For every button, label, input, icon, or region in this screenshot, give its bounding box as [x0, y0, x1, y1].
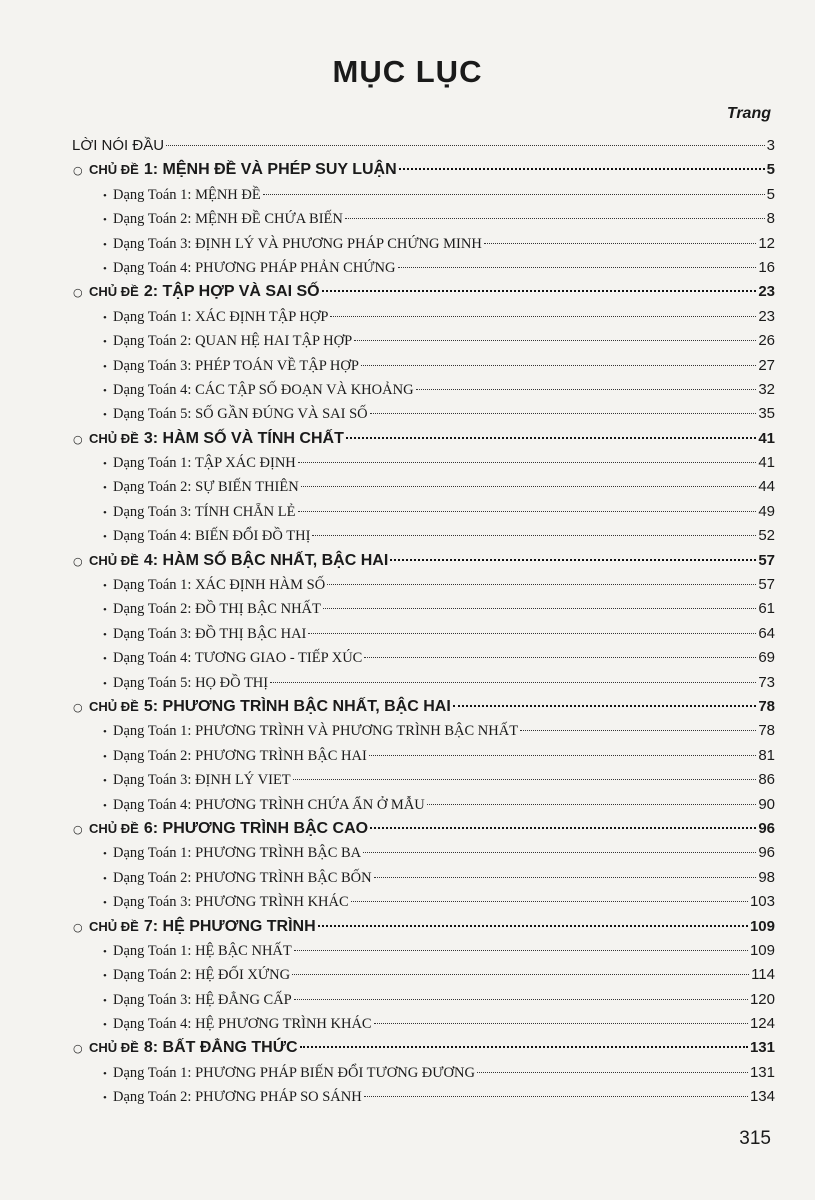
toc-topic-row[interactable]	[72, 158, 775, 182]
dot-leader	[364, 1096, 748, 1097]
toc-item-page: 12	[758, 234, 775, 252]
toc-item-label: Dạng Toán 2: SỰ BIẾN THIÊN	[113, 479, 299, 496]
toc-item-page: 41	[758, 454, 775, 472]
filled-dot-icon: •	[103, 580, 107, 593]
toc-item-page: 86	[758, 771, 775, 789]
dot-leader	[477, 1072, 748, 1073]
dot-leader	[270, 682, 756, 683]
filled-dot-icon: •	[103, 1019, 107, 1032]
toc-item-label: Dạng Toán 1: TẬP XÁC ĐỊNH	[113, 455, 296, 472]
toc-topic-label	[89, 549, 388, 573]
dot-leader	[390, 559, 756, 561]
dot-leader	[300, 1046, 748, 1048]
toc-topic-prefix: CHỦ ĐỀ	[89, 820, 139, 836]
toc-topic-prefix: CHỦ ĐỀ	[89, 1040, 139, 1056]
toc-item-label: Dạng Toán 1: PHƯƠNG TRÌNH VÀ PHƯƠNG TRÌNH BẬC NHẤT	[113, 723, 519, 740]
toc-topic-row[interactable]	[72, 549, 775, 573]
toc-item-row[interactable]	[72, 329, 775, 353]
toc-topic-row[interactable]	[72, 817, 775, 841]
table-of-contents	[72, 134, 775, 1110]
toc-item-page: 103	[749, 893, 775, 911]
toc-item-page: 27	[758, 356, 775, 374]
dot-leader	[323, 608, 756, 609]
toc-topic-row[interactable]	[72, 427, 775, 451]
filled-dot-icon: •	[103, 531, 107, 544]
toc-item-row[interactable]	[72, 1085, 775, 1109]
toc-topic-label	[89, 915, 316, 939]
dot-leader	[361, 365, 756, 366]
toc-item-row[interactable]	[72, 597, 775, 621]
open-circle-icon: ○	[73, 164, 83, 178]
open-circle-icon: ○	[73, 1042, 83, 1056]
toc-topic-label	[89, 1036, 298, 1060]
toc-item-label: Dạng Toán 1: MỆNH ĐỀ	[113, 186, 261, 203]
toc-item-label: Dạng Toán 4: BIẾN ĐỔI ĐỒ THỊ	[113, 528, 311, 545]
toc-topic-title: 5: PHƯƠNG TRÌNH BẬC NHẤT, BẬC HAI	[143, 697, 451, 715]
toc-topic-page: 23	[758, 283, 775, 301]
toc-item-page: 23	[758, 307, 775, 325]
dot-leader	[298, 462, 757, 463]
toc-item-row[interactable]	[72, 500, 775, 524]
open-circle-icon: ○	[73, 554, 83, 568]
toc-item-row[interactable]	[72, 890, 775, 914]
page-number: 315	[739, 1128, 771, 1149]
dot-leader	[298, 511, 757, 512]
toc-topic-page: 109	[749, 917, 775, 935]
toc-item-page: 61	[758, 600, 775, 618]
toc-preface-page: 3	[766, 137, 775, 154]
toc-item-page: 98	[758, 868, 775, 886]
dot-leader	[301, 486, 757, 487]
toc-topic-title: 8: BẤT ĐẲNG THỨC	[143, 1039, 298, 1057]
dot-leader	[263, 194, 765, 195]
toc-item-page: 109	[749, 941, 775, 959]
toc-topic-label	[89, 280, 320, 304]
page-title: MỤC LỤC	[332, 54, 483, 89]
dot-leader	[345, 218, 765, 219]
toc-item-row[interactable]	[72, 1012, 775, 1036]
toc-topic-page: 96	[758, 819, 775, 837]
toc-item-page: 124	[749, 1015, 775, 1033]
toc-item-row[interactable]	[72, 305, 775, 329]
toc-item-page: 73	[758, 673, 775, 691]
filled-dot-icon: •	[103, 482, 107, 495]
toc-item-page: 78	[758, 722, 775, 740]
filled-dot-icon: •	[103, 677, 107, 690]
toc-item-page: 35	[758, 405, 775, 423]
toc-item-row[interactable]	[72, 232, 775, 256]
toc-topic-label	[89, 158, 397, 182]
toc-item-row[interactable]	[72, 354, 775, 378]
toc-item-label: Dạng Toán 3: ĐỊNH LÝ VIET	[113, 772, 291, 789]
dot-leader	[351, 901, 748, 902]
toc-item-label: Dạng Toán 4: PHƯƠNG TRÌNH CHỨA ẨN Ở MẪU	[113, 796, 425, 813]
toc-item-row[interactable]	[72, 207, 775, 231]
dot-leader	[484, 243, 756, 244]
dot-leader	[369, 755, 757, 756]
toc-item-row[interactable]	[72, 1061, 775, 1085]
filled-dot-icon: •	[103, 799, 107, 812]
dot-leader	[398, 267, 757, 268]
toc-topic-row[interactable]	[72, 280, 775, 304]
dot-leader	[363, 852, 756, 853]
toc-item-row[interactable]	[72, 841, 775, 865]
dot-leader	[292, 974, 749, 975]
toc-topic-label	[89, 427, 344, 451]
dot-leader	[354, 340, 756, 341]
toc-item-row[interactable]	[72, 524, 775, 548]
toc-topic-title: 6: PHƯƠNG TRÌNH BẬC CAO	[143, 819, 369, 837]
toc-item-row[interactable]	[72, 988, 775, 1012]
filled-dot-icon: •	[103, 458, 107, 471]
toc-topic-row[interactable]	[72, 695, 775, 719]
filled-dot-icon: •	[103, 238, 107, 251]
toc-item-page: 81	[758, 746, 775, 764]
toc-item-page: 90	[758, 795, 775, 813]
toc-item-label: Dạng Toán 1: PHƯƠNG PHÁP BIẾN ĐỔI TƯƠNG ĐƯƠNG	[113, 1064, 475, 1081]
toc-item-page: 16	[758, 258, 775, 276]
toc-item-page: 69	[758, 649, 775, 667]
filled-dot-icon: •	[103, 750, 107, 763]
toc-item-page: 131	[749, 1063, 775, 1081]
filled-dot-icon: •	[103, 872, 107, 885]
toc-item-row[interactable]	[72, 768, 775, 792]
toc-item-label: Dạng Toán 4: CÁC TẬP SỐ ĐOẠN VÀ KHOẢNG	[113, 381, 414, 398]
toc-item-label: Dạng Toán 1: XÁC ĐỊNH HÀM SỐ	[113, 577, 326, 594]
toc-item-page: 134	[749, 1088, 775, 1106]
dot-leader	[166, 145, 765, 146]
toc-topic-title: 4: HÀM SỐ BẬC NHẤT, BẬC HAI	[143, 551, 389, 569]
filled-dot-icon: •	[103, 409, 107, 422]
toc-item-row[interactable]	[72, 793, 775, 817]
toc-item-row[interactable]	[72, 719, 775, 743]
filled-dot-icon: •	[103, 604, 107, 617]
toc-item-label: Dạng Toán 4: PHƯƠNG PHÁP PHẢN CHỨNG	[113, 259, 396, 276]
filled-dot-icon: •	[103, 360, 107, 373]
toc-preface-label: LỜI NÓI ĐẦU	[72, 137, 165, 154]
toc-topic-title: 7: HỆ PHƯƠNG TRÌNH	[143, 917, 316, 935]
dot-leader	[427, 804, 757, 805]
toc-item-row[interactable]	[72, 378, 775, 402]
toc-topic-page: 41	[758, 429, 775, 447]
dot-leader	[364, 657, 756, 658]
toc-item-page: 64	[758, 624, 775, 642]
dot-leader	[370, 413, 757, 414]
filled-dot-icon: •	[103, 1067, 107, 1080]
toc-topic-page: 5	[766, 161, 775, 179]
toc-item-label: Dạng Toán 3: PHƯƠNG TRÌNH KHÁC	[113, 894, 349, 911]
toc-item-row[interactable]	[72, 256, 775, 280]
toc-item-page: 32	[758, 380, 775, 398]
open-circle-icon: ○	[73, 822, 83, 836]
toc-item-page: 52	[758, 527, 775, 545]
toc-topic-prefix: CHỦ ĐỀ	[89, 698, 139, 714]
dot-leader	[312, 535, 756, 536]
toc-item-label: Dạng Toán 2: HỆ ĐỐI XỨNG	[113, 967, 291, 984]
toc-topic-label	[89, 695, 451, 719]
toc-item-row[interactable]	[72, 573, 775, 597]
toc-item-page: 26	[758, 332, 775, 350]
filled-dot-icon: •	[103, 970, 107, 983]
toc-topic-prefix: CHỦ ĐỀ	[89, 918, 139, 934]
open-circle-icon: ○	[73, 286, 83, 300]
toc-item-label: Dạng Toán 5: HỌ ĐỒ THỊ	[113, 674, 269, 691]
filled-dot-icon: •	[103, 994, 107, 1007]
toc-topic-label	[89, 817, 368, 841]
dot-leader	[374, 877, 757, 878]
toc-item-page: 44	[758, 478, 775, 496]
toc-item-label: Dạng Toán 2: QUAN HỆ HAI TẬP HỢP	[113, 333, 353, 350]
filled-dot-icon: •	[103, 214, 107, 227]
toc-item-label: Dạng Toán 3: ĐỊNH LÝ VÀ PHƯƠNG PHÁP CHỨNG MINH	[113, 235, 482, 252]
toc-item-label: Dạng Toán 1: HỆ BẬC NHẤT	[113, 942, 292, 959]
toc-item-row[interactable]	[72, 646, 775, 670]
toc-topic-title: 3: HÀM SỐ VÀ TÍNH CHẤT	[143, 429, 344, 447]
open-circle-icon: ○	[73, 432, 83, 446]
filled-dot-icon: •	[103, 897, 107, 910]
toc-item-page: 5	[766, 185, 775, 203]
dot-leader	[370, 827, 756, 829]
filled-dot-icon: •	[103, 628, 107, 641]
filled-dot-icon: •	[103, 945, 107, 958]
toc-item-label: Dạng Toán 3: HỆ ĐẲNG CẤP	[113, 991, 292, 1008]
toc-item-row[interactable]	[72, 671, 775, 695]
toc-item-label: Dạng Toán 1: XÁC ĐỊNH TẬP HỢP	[113, 308, 329, 325]
toc-item-row[interactable]	[72, 451, 775, 475]
toc-item-label: Dạng Toán 4: HỆ PHƯƠNG TRÌNH KHÁC	[113, 1016, 372, 1033]
toc-item-label: Dạng Toán 5: SỐ GẦN ĐÚNG VÀ SAI SỐ	[113, 406, 368, 423]
filled-dot-icon: •	[103, 848, 107, 861]
toc-item-label: Dạng Toán 3: ĐỒ THỊ BẬC HAI	[113, 625, 307, 642]
dot-leader	[346, 437, 756, 439]
toc-topic-prefix: CHỦ ĐỀ	[89, 430, 139, 446]
toc-item-row[interactable]	[72, 939, 775, 963]
dot-leader	[293, 779, 757, 780]
toc-item-row[interactable]	[72, 402, 775, 426]
dot-leader	[308, 633, 756, 634]
dot-leader	[399, 168, 765, 170]
filled-dot-icon: •	[103, 775, 107, 788]
toc-item-label: Dạng Toán 1: PHƯƠNG TRÌNH BẬC BA	[113, 845, 362, 862]
toc-item-label: Dạng Toán 2: PHƯƠNG PHÁP SO SÁNH	[113, 1089, 362, 1106]
dot-leader	[322, 290, 757, 292]
dot-leader	[520, 730, 756, 731]
filled-dot-icon: •	[103, 653, 107, 666]
page-column-label: Trang	[726, 105, 771, 122]
filled-dot-icon: •	[103, 189, 107, 202]
toc-item-row[interactable]	[72, 744, 775, 768]
filled-dot-icon: •	[103, 506, 107, 519]
dot-leader	[294, 950, 748, 951]
filled-dot-icon: •	[103, 311, 107, 324]
dot-leader	[374, 1023, 748, 1024]
dot-leader	[294, 999, 748, 1000]
open-circle-icon: ○	[73, 700, 83, 714]
filled-dot-icon: •	[103, 726, 107, 739]
toc-topic-title: 1: MỆNH ĐỀ VÀ PHÉP SUY LUẬN	[143, 161, 397, 179]
toc-item-row[interactable]	[72, 866, 775, 890]
toc-item-row[interactable]	[72, 475, 775, 499]
toc-preface-row[interactable]	[72, 134, 775, 158]
dot-leader	[318, 925, 748, 927]
toc-item-page: 114	[751, 966, 775, 984]
toc-topic-page: 57	[758, 551, 775, 569]
dot-leader	[416, 389, 757, 390]
open-circle-icon: ○	[73, 920, 83, 934]
toc-topic-row[interactable]	[72, 1036, 775, 1060]
filled-dot-icon: •	[103, 336, 107, 349]
filled-dot-icon: •	[103, 384, 107, 397]
toc-topic-page: 78	[758, 697, 775, 715]
toc-topic-title: 2: TẬP HỢP VÀ SAI SỐ	[143, 283, 320, 301]
toc-item-page: 96	[758, 844, 775, 862]
filled-dot-icon: •	[103, 262, 107, 275]
toc-item-label: Dạng Toán 2: PHƯƠNG TRÌNH BẬC HAI	[113, 747, 367, 764]
toc-item-label: Dạng Toán 4: TƯƠNG GIAO - TIẾP XÚC	[113, 650, 363, 667]
filled-dot-icon: •	[103, 1092, 107, 1105]
toc-item-page: 120	[749, 990, 775, 1008]
toc-item-row[interactable]	[72, 183, 775, 207]
dot-leader	[327, 584, 756, 585]
toc-item-row[interactable]	[72, 963, 775, 987]
toc-item-label: Dạng Toán 3: TÍNH CHẴN LẺ	[113, 503, 296, 520]
toc-item-page: 57	[758, 576, 775, 594]
toc-topic-prefix: CHỦ ĐỀ	[89, 552, 139, 568]
toc-topic-prefix: CHỦ ĐỀ	[89, 162, 139, 178]
toc-item-page: 8	[766, 210, 775, 228]
dot-leader	[330, 316, 756, 317]
toc-item-label: Dạng Toán 2: MỆNH ĐỀ CHỨA BIẾN	[113, 211, 343, 228]
toc-topic-prefix: CHỦ ĐỀ	[89, 284, 139, 300]
dot-leader	[453, 705, 757, 707]
toc-item-label: Dạng Toán 2: PHƯƠNG TRÌNH BẬC BỐN	[113, 869, 372, 886]
toc-item-page: 49	[758, 502, 775, 520]
toc-item-label: Dạng Toán 3: PHÉP TOÁN VỀ TẬP HỢP	[113, 357, 359, 374]
toc-topic-page: 131	[749, 1039, 775, 1057]
toc-item-row[interactable]	[72, 622, 775, 646]
toc-item-label: Dạng Toán 2: ĐỒ THỊ BẬC NHẤT	[113, 601, 321, 618]
toc-topic-row[interactable]	[72, 915, 775, 939]
